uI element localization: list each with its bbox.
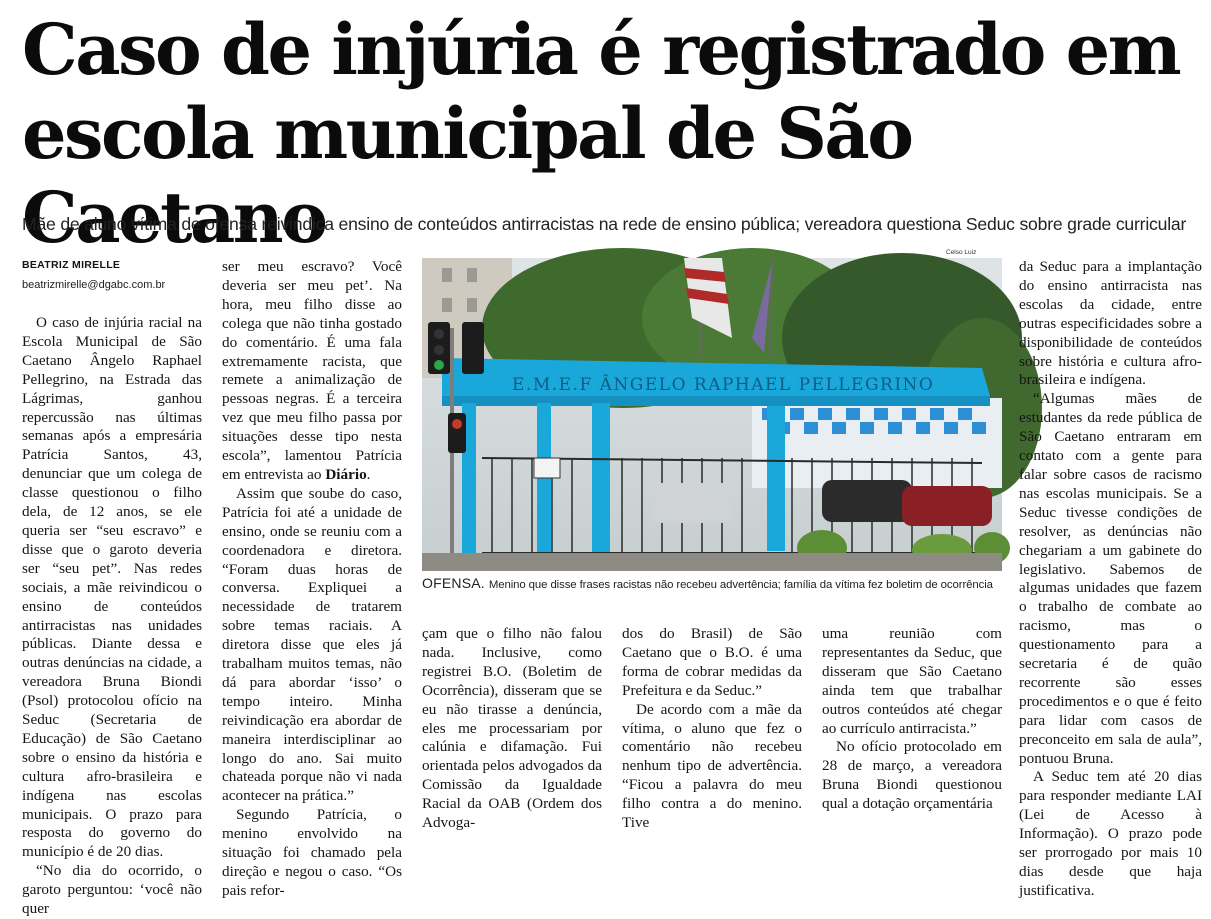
paragraph: da Seduc para a implantação do ensino antirracista nas escolas da cidade, entre outras especificidades sobre a disponibilidade de conteúdos sobre história e cultura afro-brasileira e indígena. [1019, 258, 1202, 389]
school-illustration [422, 258, 1002, 571]
author-email: beatrizmirelle@dgabc.com.br [22, 279, 166, 291]
headline-line-1: Caso de injúria é registrado em [22, 8, 1180, 91]
newspaper-name: Diário [325, 465, 367, 483]
headline-line-2: escola municipal de São Caetano [22, 92, 912, 259]
column-6 [1019, 258, 1202, 901]
paragraph: çam que o filho não falou nada. Inclusive, como registrei B.O. (Boletim de Ocorrência), disseram que se eu não tirasse a denúncia, eles me processariam por calúnia e difamação. Fui orientada pelos advogados da Comissão da Igualdade Racial da OAB (Ordem dos Advoga- [422, 625, 602, 832]
subheadline: Mãe de aluno vítima de ofensa reivindica ensino de conteúdos antirracistas na rede de ensino pública; vereadora questiona Seduc sobre grade curricular [22, 214, 1187, 234]
column-2 [222, 258, 402, 901]
caption-label: OFENSA. [422, 575, 485, 591]
paragraph: A Seduc tem até 20 dias para responder mediante LAI (Lei de Acesso à Informação). O prazo pode ser prorrogado por mais 10 dias desde que haja justificativa. [1019, 768, 1202, 899]
paragraph: Assim que soube do caso, Patrícia foi até a unidade de ensino, onde se reuniu com a coordenadora e diretora. “Foram duas horas de conversa. Expliquei a necessidade de tratarem sobre temas raciais. A diretora disse que eles já trabalham muitos temas, não dá para abordar ‘isso’ o tempo inteiro. Minha reivindicação era abordar de maneira interdisciplinar ao longo do ano. Sai muito chateada porque não vi nada acontecer na prática.” [222, 484, 402, 805]
column-4 [622, 625, 802, 833]
paragraph: uma reunião com representantes da Seduc, que disseram que São Caetano ainda tem que trabalhar outros conteúdos até chegar ao currículo antirracista.” [822, 625, 1002, 737]
paragraph: O caso de injúria racial na Escola Municipal de São Caetano Ângelo Raphael Pellegrino, na Estrada das Lágrimas, ganhou repercussão nas últimas semanas após a empresária Patrícia Santos, 43, denunciar que um colega de classe questionou o filho dela, de 12 anos, se ele queria ser “seu escravo” e disse que o garoto deveria ser “seu pet”. Nas redes sociais, a mãe reivindicou o ensino de conteúdos antirracistas nas unidades públicas. Diante dessa e outras denúncias na cidade, a vereadora Bruna Biondi (Psol) protocolou ofício na Seduc (Secretaria de Educação) de São Caetano sobre o ensino da história e cultura afro-brasileira e indígena nas escolas municipais. O prazo para resposta do governo do município é de 20 dias. [22, 314, 202, 861]
column-3 [422, 625, 602, 833]
school-sign: E.M.E.F ÂNGELO RAPHAEL PELLEGRINO [512, 375, 935, 395]
paragraph: De acordo com a mãe da vítima, o aluno que fez o comentário não recebeu nenhum tipo de advertência. “Ficou a palavra do meu filho contra a do menino. Tive [622, 700, 802, 832]
paragraph-text: ser meu escravo? Você deveria ser meu pet’. Na hora, meu filho disse ao colega que não tinha gostado do comentário. É uma fala extremamente racista, que remete a animalização de pessoas negras. É a terceira vez que meu filho passa por situações desse tipo nesta escola”, lamentou Patrícia em entrevista ao [222, 258, 402, 483]
photo-credit: Celso Luiz [946, 249, 977, 256]
paragraph: ser meu escravo? Você deveria ser meu pet’. Na hora, meu filho disse ao colega que não tinha gostado do comentário. É uma fala extremamente racista, que remete a animalização de pessoas negras. É a terceira vez que meu filho passa por situações desse tipo nesta escola”, lamentou Patrícia em entrevista ao Diário. [222, 258, 402, 483]
column-1 [22, 258, 202, 919]
paragraph: Segundo Patrícia, o menino envolvido na situação foi chamado pela direção e negou o caso. “Os pais refor- [222, 806, 402, 899]
school-photo [422, 258, 1002, 571]
paragraph: No ofício protocolado em 28 de março, a vereadora Bruna Biondi questionou qual a dotação orçamentária [822, 738, 1002, 813]
photo-caption [422, 575, 1002, 591]
caption-text: Menino que disse frases racistas não recebeu advertência; família da vítima fez boletim de ocorrência [488, 579, 993, 591]
paragraph: “No dia do ocorrido, o garoto perguntou: ‘você não quer [22, 862, 202, 918]
paragraph: dos do Brasil) de São Caetano que o B.O. é uma forma de cobrar medidas da Prefeitura e da Seduc.” [622, 625, 802, 699]
column-5 [822, 625, 1002, 814]
paragraph: “Algumas mães de estudantes da rede pública de São Caetano entraram em contato com a gente para falar sobre casos de racismo nas escolas municipais. Se a Seduc tivesse condições de resolver, as denúncias não chegariam a um gabinete do legislativo. Sabemos de algumas unidades que fazem o trabalho de combate ao racismo, mas o questionamento para a secretaria é de quão recorrente são esses procedimentos e o que é feito para lidar com casos de preconceito em sala de aula”, pontuou Bruna. [1019, 390, 1202, 767]
byline: BEATRIZ MIRELLE [22, 259, 121, 271]
